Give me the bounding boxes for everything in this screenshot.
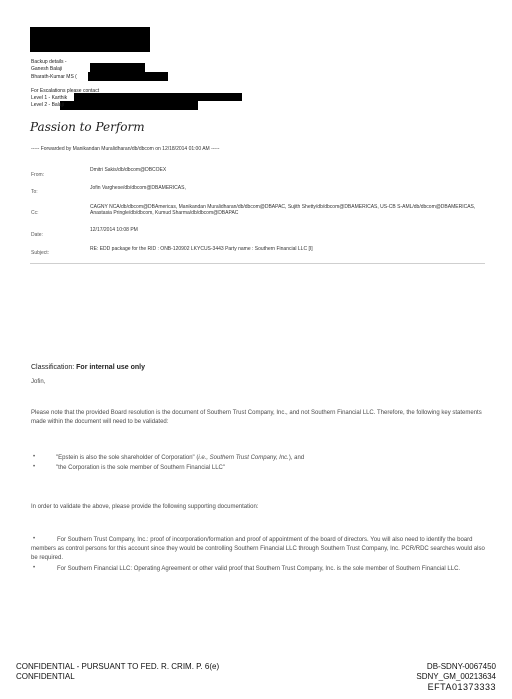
footer-bates-db: DB-SDNY-0067450	[426, 662, 496, 671]
bullet-shareholder-tail: ), and	[288, 455, 305, 461]
classification	[31, 364, 145, 371]
footer-confidential: CONFIDENTIAL	[16, 672, 75, 681]
bullet-southern-financial: For Southern Financial LLC: Operating Agreement or other valid proof that Southern Trust Company, Inc. is the sole member of Southern Financial LLC.	[57, 566, 461, 572]
bullet-marker: •	[33, 536, 36, 542]
subject-label: Subject:	[31, 250, 50, 256]
paragraph-board-resolution: Please note that the provided Board resolution is the document of Southern Trust Company, Inc., and not Southern Financial LLC. Therefore, the following key statements made within the document will need to be validated:	[31, 410, 482, 425]
backup-person-2: Bharath-Kumar MS (	[31, 74, 77, 80]
backup-label: Backup details -	[31, 59, 67, 65]
from-label: From:	[31, 172, 45, 178]
paragraph-validate: In order to validate the above, please provide the following supporting documentation:	[31, 504, 259, 510]
bullet-marker: •	[33, 454, 36, 460]
bullet-southern-trust: For Southern Trust Company, Inc.: proof of incorporation/formation and proof of appointment of the board of directors. You will also need to identify the board members as control persons for this account since they would be controlling Southern Financial LLC through Southern Trust Company, Inc. PCR/RDC searches would also be required.	[31, 537, 485, 561]
bullet-shareholder	[56, 454, 486, 463]
cc-label: Cc:	[31, 210, 39, 216]
to-value: Jofin Varghese/db/dbcom@DBAMERICAS,	[90, 185, 186, 191]
bullet-marker: •	[33, 464, 36, 470]
classification-label: Classification:	[31, 364, 75, 371]
escalation-level-2: Level 2 - Balaji	[31, 102, 64, 108]
bullet-shareholder-entity: i.e., Southern Trust Company, Inc.	[198, 455, 289, 461]
footer-efta-number: EFTA01373333	[427, 682, 496, 692]
footer-confidential-pursuant: CONFIDENTIAL - PURSUANT TO FED. R. CRIM. P. 6(e)	[16, 662, 220, 671]
from-value: Dmitri Sakis/db/dbcom@DBCOEX	[90, 167, 167, 173]
classification-value: For internal use only	[76, 364, 145, 371]
to-label: To:	[31, 189, 38, 195]
escalation-label: For Escalations please contact	[31, 88, 100, 94]
date-value: 12/17/2014 10:08 PM	[90, 227, 138, 233]
bullet-shareholder-quote: "Epstein is also the sole shareholder of Corporation" (	[56, 455, 199, 461]
cc-value: CAGNY NCA/db/dbcom@DBAmericas, Manikandan Muralidharan/db/dbcom@DBAPAC, Sujith Shetty/db/dbcom@DBAMERICAS, US-CB S-AML/db/dbcom@DBAMERICAS, Anastasia Pringle/db/dbcom, Kumud Sharma/db/dbcom@DBAPAC	[90, 204, 476, 216]
forwarded-line: ----- Forwarded by Manikandan Muralidharan/db/dbcom on 12/18/2014 01:00 AM -----	[31, 146, 220, 152]
date-label: Date:	[31, 232, 43, 238]
footer-bates-sdny: SDNY_GM_00213634	[416, 672, 496, 681]
header-divider	[30, 263, 485, 264]
brand-tagline: Passion to Perform	[30, 120, 145, 134]
email-header	[0, 0, 512, 270]
subject-value: RE: EDD package for the RID : ONB-120902 LKYCUS-3443 Party name : Southern Financial LLC [I]	[90, 246, 313, 252]
escalation-level-1: Level 1 - Karthik	[31, 95, 68, 101]
greeting: Jofin,	[31, 379, 46, 385]
bullet-sole-member: "the Corporation is the sole member of Southern Financial LLC"	[56, 465, 226, 471]
bullet-marker: •	[33, 565, 36, 571]
backup-person-1: Ganesh Balaji	[31, 66, 63, 72]
